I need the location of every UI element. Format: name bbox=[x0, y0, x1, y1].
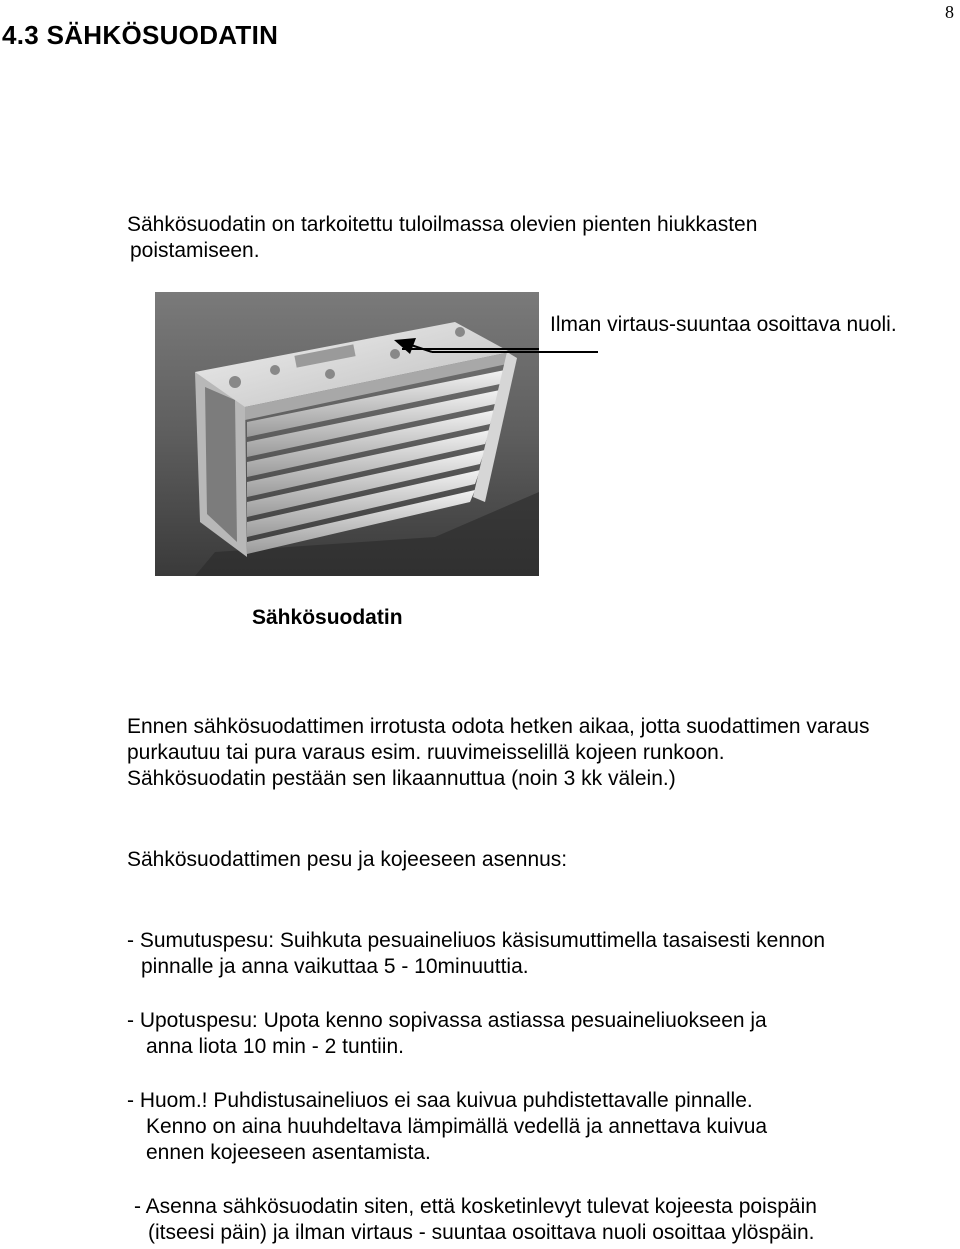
maintenance-line-3: Sähkösuodatin pestään sen likaannuttua (noin 3 kk välein.) bbox=[127, 767, 676, 790]
step-spray-line-1: - Sumutuspesu: Suihkuta pesuaineliuos käsisumuttimella tasaisesti kennon bbox=[127, 929, 826, 952]
step-dip-line-2: anna liota 10 min - 2 tuntiin. bbox=[146, 1035, 404, 1058]
intro-line-2: poistamiseen. bbox=[130, 239, 260, 262]
page-number: 8 bbox=[945, 2, 954, 22]
step-install-line-1: - Asenna sähkösuodatin siten, että kosketinlevyt tulevat kojeesta poispäin bbox=[134, 1195, 817, 1218]
pointer-arrow-icon bbox=[380, 330, 610, 390]
step-spray-line-2: pinnalle ja anna vaikuttaa 5 - 10minuuttia. bbox=[141, 955, 529, 978]
maintenance-line-1: Ennen sähkösuodattimen irrotusta odota hetken aikaa, jotta suodattimen varaus bbox=[127, 715, 870, 738]
section-heading: 4.3 SÄHKÖSUODATIN bbox=[2, 20, 279, 50]
maintenance-line-2: purkautuu tai pura varaus esim. ruuvimeisselillä kojeen runkoon. bbox=[127, 741, 725, 764]
step-note-line-3: ennen kojeeseen asentamista. bbox=[146, 1141, 431, 1164]
step-dip-line-1: - Upotuspesu: Upota kenno sopivassa astiassa pesuaineliuokseen ja bbox=[127, 1009, 767, 1032]
wash-heading: Sähkösuodattimen pesu ja kojeeseen asennus: bbox=[127, 848, 568, 871]
figure-caption: Sähkösuodatin bbox=[252, 606, 403, 629]
step-note-line-1: - Huom.! Puhdistusaineliuos ei saa kuivua puhdistettavalle pinnalle. bbox=[127, 1089, 753, 1112]
step-install-line-2: (itseesi päin) ja ilman virtaus - suuntaa osoittava nuoli osoittaa ylöspäin. bbox=[148, 1221, 815, 1244]
intro-line-1: Sähkösuodatin on tarkoitettu tuloilmassa olevien pienten hiukkasten bbox=[127, 213, 758, 236]
arrow-label: Ilman virtaus-suuntaa osoittava nuoli. bbox=[550, 313, 897, 336]
step-note-line-2: Kenno on aina huuhdeltava lämpimällä vedellä ja annettava kuivua bbox=[146, 1115, 768, 1138]
